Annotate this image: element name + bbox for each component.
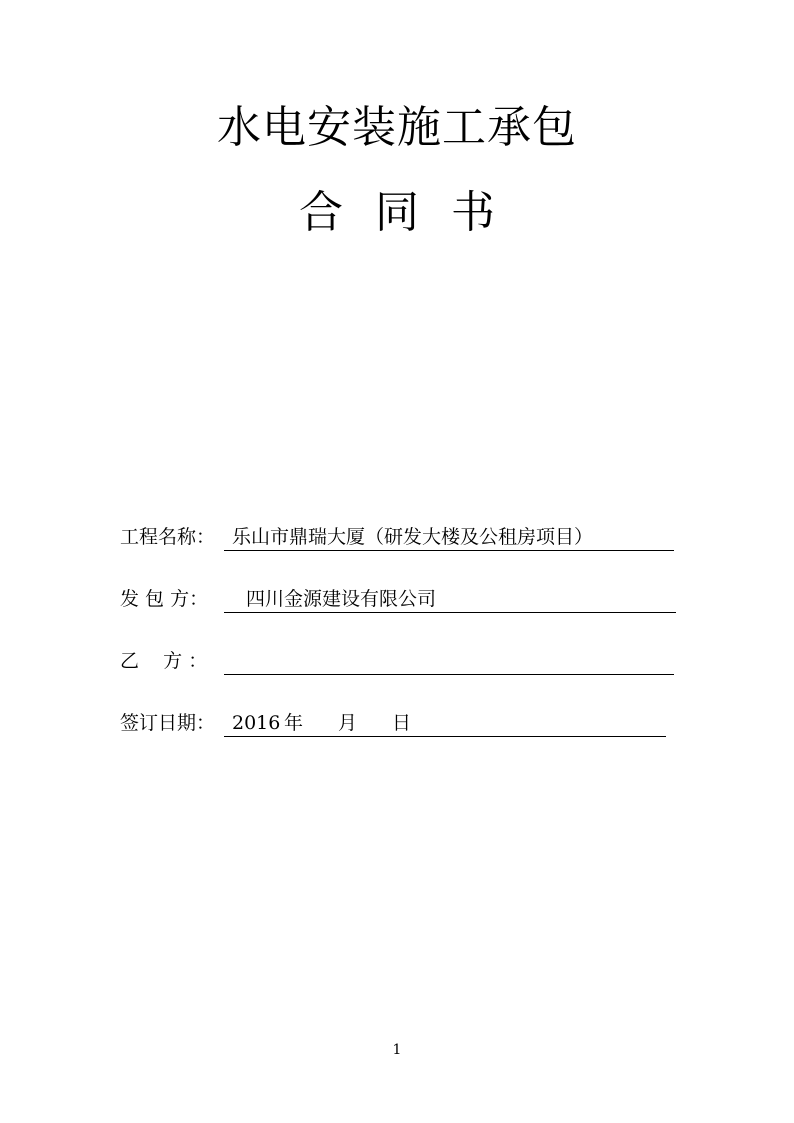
sign-date-month-unit: 月 (338, 712, 358, 734)
subtitle-char-3: 书 (451, 187, 495, 238)
project-name-underline (224, 550, 674, 551)
project-name-field (120, 522, 680, 552)
employer-label: 发 包 方： (120, 588, 209, 610)
sign-date-underline (224, 736, 666, 737)
subtitle-char-2: 同 (375, 187, 419, 238)
employer-underline (224, 612, 676, 613)
sign-date-day-unit: 日 (392, 712, 412, 734)
sign-date-year: 2016 (232, 712, 281, 734)
sign-date-year-unit: 年 (284, 712, 304, 734)
employer-value: 四川金源建设有限公司 (246, 588, 437, 610)
document-title: 水电安装施工承包 (217, 102, 577, 153)
contractor-label: 乙 方 ： (120, 650, 208, 672)
employer-field (120, 584, 680, 614)
project-name-label: 工程名称： (120, 526, 216, 548)
sign-date-label: 签订日期： (120, 712, 216, 734)
subtitle-char-1: 合 (299, 187, 343, 238)
document-subtitle (0, 183, 794, 243)
contractor-field (120, 646, 680, 676)
project-name-value: 乐山市鼎瑞大厦（研发大楼及公租房项目） (232, 526, 594, 548)
page-number: 1 (392, 1042, 402, 1058)
sign-date-field (120, 708, 680, 738)
contractor-underline (224, 674, 674, 675)
